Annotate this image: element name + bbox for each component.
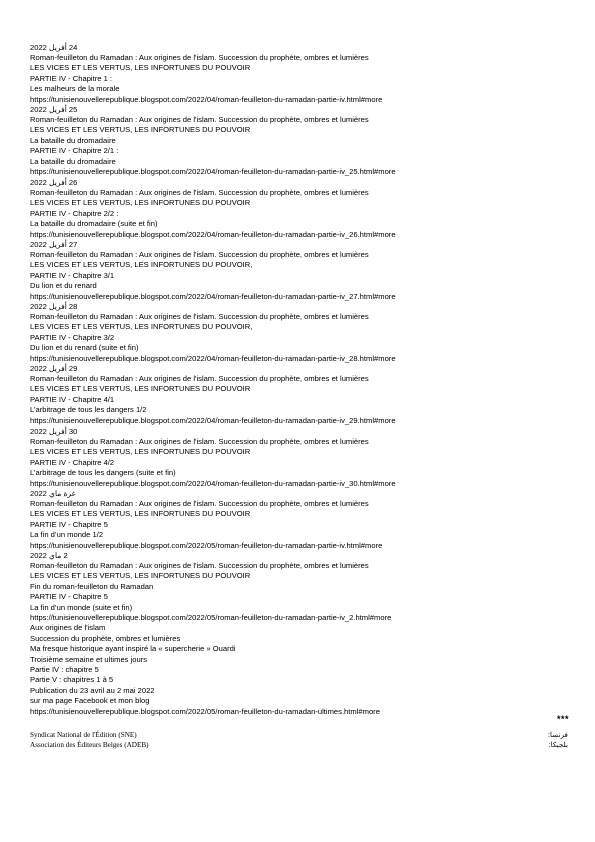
entry-line: LES VICES ET LES VERTUS, LES INFORTUNES DU POUVOIR,: [30, 260, 253, 270]
section-separator: ***: [556, 714, 569, 724]
entry-line: Roman-feuilleton du Ramadan : Aux origines de l'islam. Succession du prophète, ombres et lumières: [30, 374, 369, 383]
entry: [30, 551, 575, 717]
entry-line: PARTIE IV - Chapitre 2/2 :: [30, 208, 119, 218]
entry-line: LES VICES ET LES VERTUS, LES INFORTUNES DU POUVOIR: [30, 447, 251, 457]
entry-line: LES VICES ET LES VERTUS, LES INFORTUNES DU POUVOIR: [30, 198, 251, 208]
entry-link[interactable]: https://tunisienouvellerepublique.blogspot.com/2022/04/roman-feuilleton-du-ramadan-partie-iv_25.html#more: [30, 167, 396, 177]
entry-link[interactable]: https://tunisienouvellerepublique.blogspot.com/2022/05/roman-feuilleton-du-ramadan-ultimes.html#more: [30, 706, 380, 716]
entry-date: 27 أفريل 2022: [30, 240, 78, 249]
entry-date: 2 ماي 2022: [30, 551, 68, 560]
entry-line: Roman-feuilleton du Ramadan : Aux origines de l'islam. Succession du prophète, ombres et lumières: [30, 499, 369, 508]
entry: [30, 240, 575, 302]
entry-line: Roman-feuilleton du Ramadan : Aux origines de l'islam. Succession du prophète, ombres et lumières: [30, 437, 369, 446]
entry-date: 25 أفريل 2022: [30, 105, 78, 114]
entry-line: Publication du 23 avril au 2 mai 2022: [30, 685, 155, 695]
entry-line: La fin d’un monde 1/2: [30, 530, 104, 540]
entry-line: L’arbitrage de tous les dangers 1/2: [30, 405, 147, 415]
footer-country-line: فرنسا:: [547, 730, 568, 739]
entry-line: Roman-feuilleton du Ramadan : Aux origines de l'islam. Succession du prophète, ombres et lumières: [30, 115, 369, 124]
entry-date: 24 أفريل 2022: [30, 43, 78, 52]
entry-line: La bataille du dromadaire: [30, 156, 116, 166]
entry: [30, 43, 575, 105]
entry-line: sur ma page Facebook et mon blog: [30, 696, 150, 706]
entry-line: LES VICES ET LES VERTUS, LES INFORTUNES DU POUVOIR: [30, 509, 251, 519]
entry: [30, 302, 575, 364]
entry-line: Aux origines de l'islam: [30, 623, 106, 633]
footer-countries: [548, 730, 568, 750]
entry-link[interactable]: https://tunisienouvellerepublique.blogspot.com/2022/04/roman-feuilleton-du-ramadan-partie-iv_28.html#more: [30, 353, 396, 363]
entry: [30, 105, 575, 177]
entry-line: La bataille du dromadaire (suite et fin): [30, 219, 158, 229]
entry-date: 28 أفريل 2022: [30, 302, 78, 311]
entry-line: PARTIE IV - Chapitre 2/1 :: [30, 146, 119, 156]
entry-date: غرة ماي 2022: [30, 489, 76, 498]
entry: [30, 489, 575, 551]
entry-line: Fin du roman-feuilleton du Ramadan: [30, 581, 154, 591]
entry-line: Roman-feuilleton du Ramadan : Aux origines de l'islam. Succession du prophète, ombres et lumières: [30, 312, 369, 321]
footer-org-line: Syndicat National de l'Édition (SNE): [30, 731, 137, 739]
entry-link[interactable]: https://tunisienouvellerepublique.blogspot.com/2022/05/roman-feuilleton-du-ramadan-partie-iv.html#more: [30, 540, 383, 550]
entry: [30, 178, 575, 240]
footer-org-line: Association des Éditeurs Belges (ADEB): [30, 740, 149, 749]
entry-line: Succession du prophète, ombres et lumières: [30, 633, 181, 643]
entry-link[interactable]: https://tunisienouvellerepublique.blogspot.com/2022/05/roman-feuilleton-du-ramadan-partie-iv_2.html#more: [30, 613, 392, 623]
entry-line: PARTIE IV - Chapitre 3/2: [30, 332, 115, 342]
entry-line: PARTIE IV - Chapitre 5: [30, 519, 108, 529]
entry-line: Les malheurs de la morale: [30, 84, 120, 94]
entry-line: PARTIE IV - Chapitre 5: [30, 592, 108, 602]
entry: [30, 427, 575, 489]
entry-line: L’arbitrage de tous les dangers (suite et fin): [30, 468, 176, 478]
entry-line: LES VICES ET LES VERTUS, LES INFORTUNES DU POUVOIR: [30, 384, 251, 394]
entry-line: LES VICES ET LES VERTUS, LES INFORTUNES DU POUVOIR,: [30, 322, 253, 332]
entry-line: LES VICES ET LES VERTUS, LES INFORTUNES DU POUVOIR: [30, 571, 251, 581]
entry-link[interactable]: https://tunisienouvellerepublique.blogspot.com/2022/04/roman-feuilleton-du-ramadan-partie-iv_29.html#more: [30, 415, 396, 425]
entry-line: La bataille du dromadaire: [30, 135, 116, 145]
entry-line: PARTIE IV - Chapitre 1 :: [30, 73, 113, 83]
entry-line: PARTIE IV - Chapitre 4/2: [30, 457, 115, 467]
entry-line: Du lion et du renard (suite et fin): [30, 343, 139, 353]
entry-line: Roman-feuilleton du Ramadan : Aux origines de l'islam. Succession du prophète, ombres et lumières: [30, 188, 369, 197]
entry-line: Troisième semaine et ultimes jours: [30, 654, 148, 664]
entry-date: 29 أفريل 2022: [30, 364, 78, 373]
entry-line: Partie IV : chapitre 5: [30, 665, 99, 675]
entry-link[interactable]: https://tunisienouvellerepublique.blogspot.com/2022/04/roman-feuilleton-du-ramadan-partie-iv_26.html#more: [30, 229, 396, 239]
footer-organizations: [30, 731, 149, 750]
entry-line: LES VICES ET LES VERTUS, LES INFORTUNES DU POUVOIR: [30, 63, 251, 73]
entry-line: Du lion et du renard: [30, 281, 97, 291]
entry-line: Roman-feuilleton du Ramadan : Aux origines de l'islam. Succession du prophète, ombres et lumières: [30, 250, 369, 259]
entry-line: PARTIE IV - Chapitre 3/1: [30, 270, 115, 280]
entry-line: Roman-feuilleton du Ramadan : Aux origines de l'islam. Succession du prophète, ombres et lumières: [30, 53, 369, 62]
entry-line: PARTIE IV - Chapitre 4/1: [30, 394, 115, 404]
entry-line: La fin d’un monde (suite et fin): [30, 602, 133, 612]
entry-link[interactable]: https://tunisienouvellerepublique.blogspot.com/2022/04/roman-feuilleton-du-ramadan-partie-iv_30.html#more: [30, 478, 396, 488]
entry-link[interactable]: https://tunisienouvellerepublique.blogspot.com/2022/04/roman-feuilleton-du-ramadan-partie-iv.html#more: [30, 94, 383, 104]
entry-line: LES VICES ET LES VERTUS, LES INFORTUNES DU POUVOIR: [30, 125, 251, 135]
entry-link[interactable]: https://tunisienouvellerepublique.blogspot.com/2022/04/roman-feuilleton-du-ramadan-partie-iv_27.html#more: [30, 291, 396, 301]
footer-country-line: بلجيكا:: [548, 740, 568, 749]
entry-date: 30 أفريل 2022: [30, 427, 78, 436]
entry-line: Ma fresque historique ayant inspiré la « supercherie » Ouardi: [30, 644, 236, 654]
entry-line: Roman-feuilleton du Ramadan : Aux origines de l'islam. Succession du prophète, ombres et lumières: [30, 561, 369, 570]
entry-line: Partie V : chapitres 1 à 5: [30, 675, 114, 685]
entry-date: 26 أفريل 2022: [30, 178, 78, 187]
entry: [30, 364, 575, 426]
